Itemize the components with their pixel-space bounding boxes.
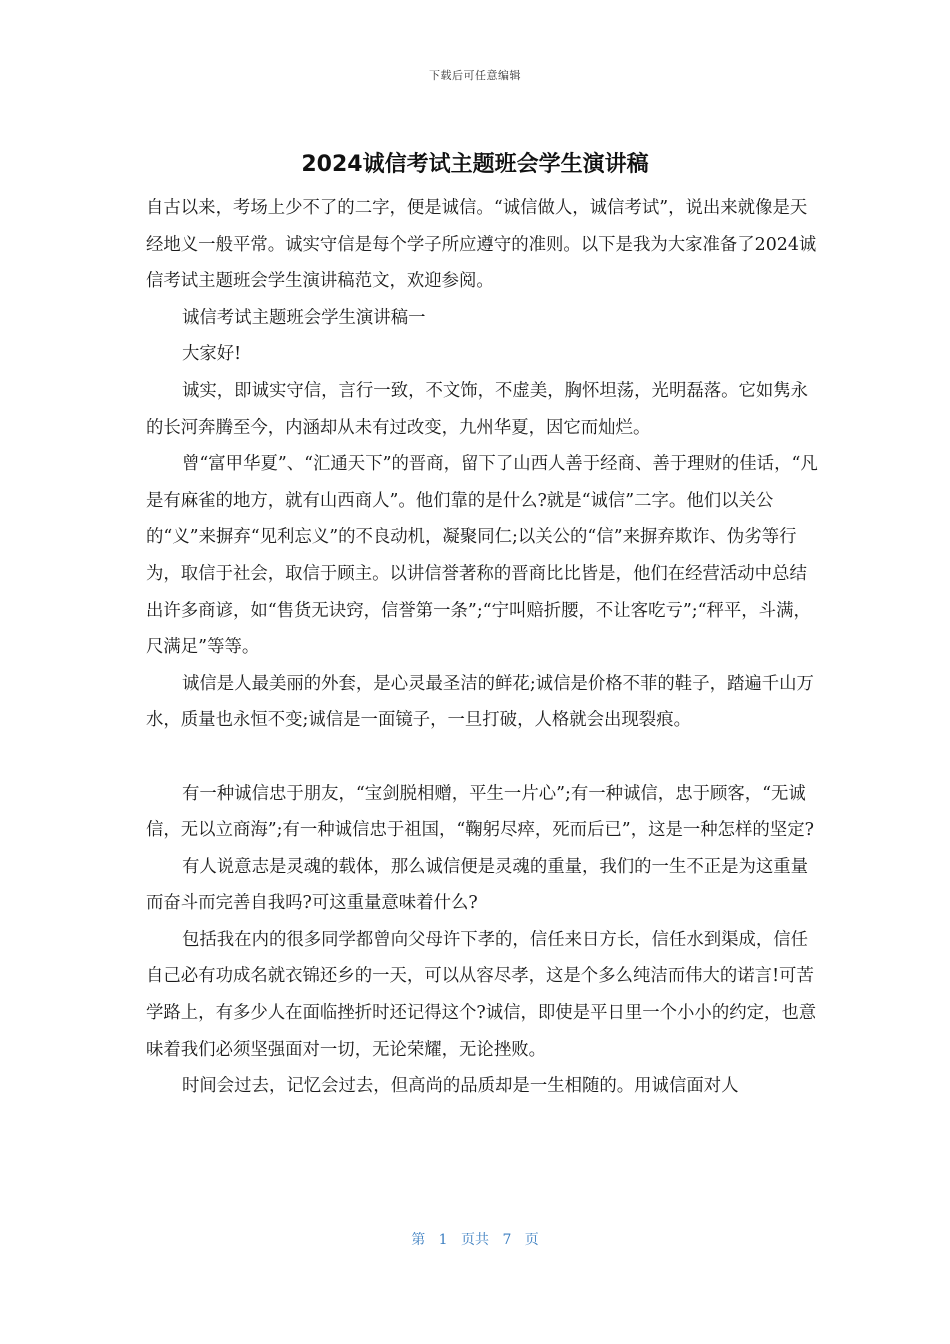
- intro-paragraph: 自古以来，考场上少不了的二字，便是诚信。“诚信做人，诚信考试”，说出来就像是天经地义一般平常。诚实守信是每个学子所应遵守的准则。以下是我为大家准备了2024诚信考试主题班会学生演讲稿范文，欢迎参阅。: [146, 198, 817, 292]
- body-paragraph: 诚实，即诚实守信，言行一致，不文饰，不虚美，胸怀坦荡，光明磊落。它如隽永的长河奔腾至今，内涵却从未有过改变，九州华夏，因它而灿烂。: [146, 380, 809, 438]
- body-paragraph: 曾“富甲华夏”、“汇通天下”的晋商，留下了山西人善于经商、善于理财的佳话，“凡是有麻雀的地方，就有山西商人”。他们靠的是什么?就是“诚信”二字。他们以关公的“义”来摒弃“见利忘义”的不良动机，凝聚同仁;以关公的“信”来摒弃欺诈、伪劣等行为，取信于社会，取信于顾主。以讲信誉著称的晋商比比皆是，他们在经营活动中总结出许多商谚，如“售货无诀窍，信誉第一条”;“宁叫赔折腰，不让客吃亏”;“秤平，斗满，尺满足”等等。: [146, 454, 818, 658]
- document-title: 2024诚信考试主题班会学生演讲稿: [301, 152, 649, 177]
- section-heading: 诚信考试主题班会学生演讲稿一: [182, 307, 426, 328]
- page-number-footer: 第 1 页共 7 页: [411, 1232, 539, 1248]
- body-paragraph: 有人说意志是灵魂的载体，那么诚信便是灵魂的重量，我们的一生不正是为这重量而奋斗而完善自我吗?可这重量意味着什么?: [146, 856, 809, 914]
- greeting-paragraph: 大家好!: [182, 344, 242, 365]
- document-body: [146, 190, 818, 1105]
- body-paragraph: 时间会过去，记忆会过去，但高尚的品质却是一生相随的。用诚信面对人: [182, 1076, 739, 1097]
- body-paragraph: 有一种诚信忠于朋友，“宝剑脱相赠，平生一片心”;有一种诚信，忠于顾客，“无诚信，无以立商海”;有一种诚信忠于祖国，“鞠躬尽瘁，死而后已”，这是一种怎样的坚定?: [146, 783, 814, 841]
- body-paragraph: 包括我在内的很多同学都曾向父母许下孝的，信任来日方长，信任水到渠成，信任自己必有功成名就衣锦还乡的一天，可以从容尽孝，这是个多么纯洁而伟大的诺言!可苦学路上，有多少人在面临挫折时还记得这个?诚信，即使是平日里一个小小的约定，也意味着我们必须坚强面对一切，无论荣耀，无论挫败。: [146, 929, 817, 1060]
- header-note: 下载后可任意编辑: [429, 69, 521, 82]
- body-paragraph: 诚信是人最美丽的外套，是心灵最圣洁的鲜花;诚信是价格不菲的鞋子，踏遍千山万水，质量也永恒不变;诚信是一面镜子，一旦打破，人格就会出现裂痕。: [146, 673, 814, 731]
